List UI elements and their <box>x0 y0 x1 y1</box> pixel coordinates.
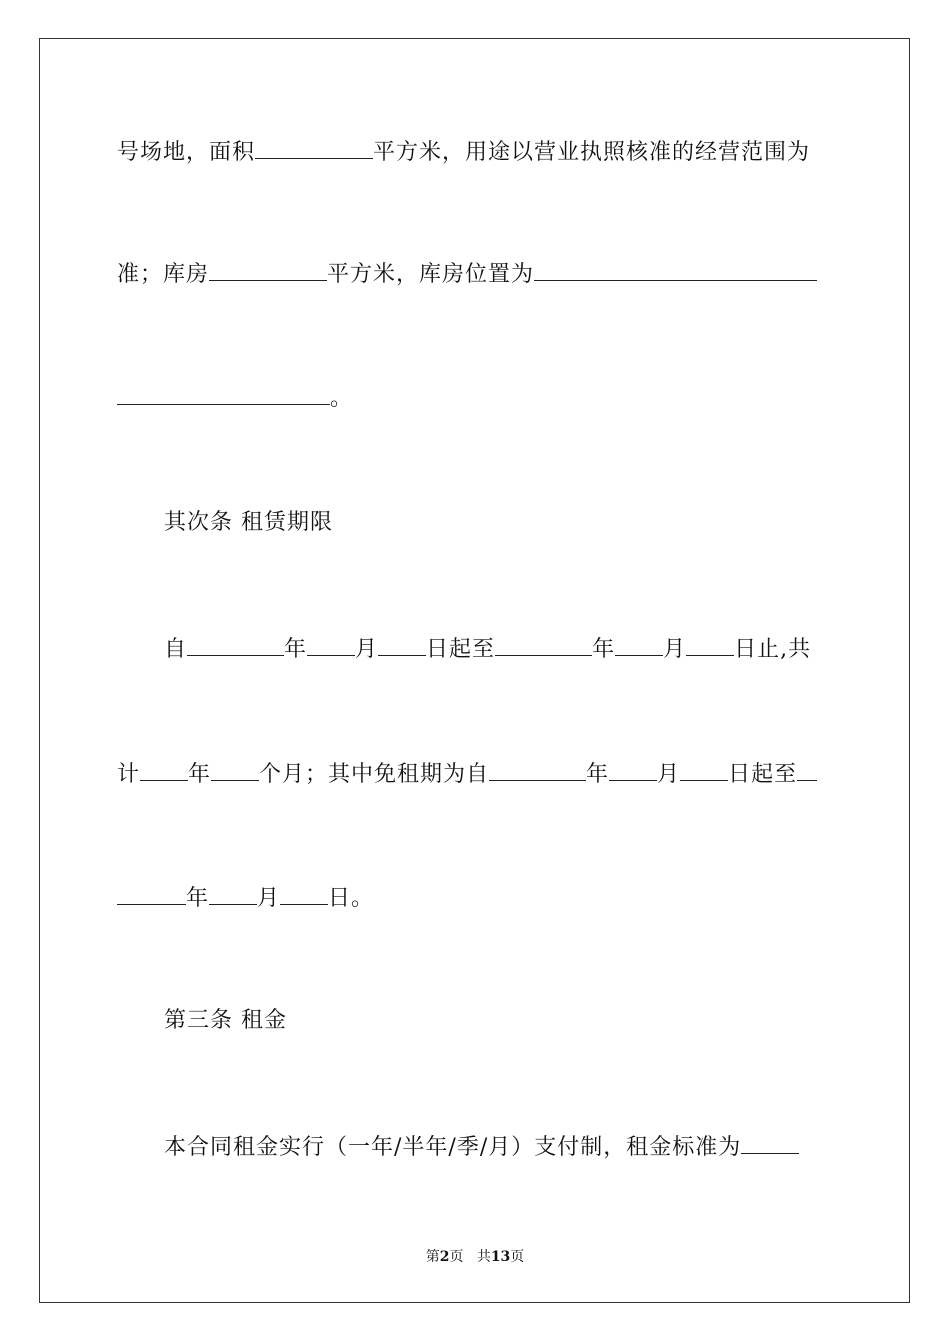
blank-field-storage-location-cont[interactable] <box>117 382 330 405</box>
text-segment: 平方米，用途以营业执照核准的经营范围为 <box>373 140 811 165</box>
contract-line-location-cont <box>117 382 834 414</box>
text-segment: 年 <box>586 762 610 787</box>
contract-line-free-period <box>117 758 834 790</box>
page-footer <box>0 1246 950 1266</box>
blank-field-storage-location[interactable] <box>534 258 817 281</box>
text-segment: 计 <box>117 762 141 787</box>
text-segment: 月 <box>657 762 681 787</box>
text-segment: 年 <box>284 637 308 662</box>
blank-field-free-end-month[interactable] <box>209 882 257 905</box>
blank-field-area[interactable] <box>255 136 373 159</box>
footer-text: 第 <box>425 1249 440 1265</box>
text-segment: 日起至 <box>426 637 496 662</box>
text-segment: 年 <box>186 886 210 911</box>
text-segment: 日止,共 <box>734 637 812 662</box>
text-segment: 月 <box>355 637 379 662</box>
blank-field-rent-amount[interactable] <box>741 1131 799 1154</box>
footer-text: 页 <box>510 1249 525 1265</box>
section-heading-lease-term: 其次条 租赁期限 <box>164 510 333 535</box>
blank-field-free-end-year-cont[interactable] <box>117 882 186 905</box>
blank-field-storage-area[interactable] <box>209 258 327 281</box>
page-number-current: 2 <box>439 1249 450 1265</box>
page-number-total: 13 <box>490 1249 511 1265</box>
footer-text: 共 <box>476 1249 491 1265</box>
blank-field-total-months[interactable] <box>211 758 259 781</box>
text-segment: 自 <box>164 637 188 662</box>
contract-line-storage <box>117 258 834 290</box>
blank-field-start-day[interactable] <box>378 633 426 656</box>
text-segment: 平方米，库房位置为 <box>327 262 535 287</box>
contract-line-area <box>117 136 834 168</box>
blank-field-end-day[interactable] <box>686 633 734 656</box>
blank-field-free-start-day[interactable] <box>680 758 728 781</box>
blank-field-total-years[interactable] <box>140 758 188 781</box>
page-border <box>39 38 910 1303</box>
blank-field-end-month[interactable] <box>615 633 663 656</box>
footer-text: 页 <box>449 1249 464 1265</box>
text-segment: 号场地，面积 <box>117 140 256 165</box>
contract-line-term-dates <box>164 633 834 665</box>
blank-field-start-month[interactable] <box>307 633 355 656</box>
contract-line-rent-terms <box>164 1131 834 1163</box>
text-segment: 。 <box>330 386 354 411</box>
text-segment: 本合同租金实行（一年/半年/季/月）支付制，租金标准为 <box>164 1135 742 1160</box>
text-segment: 月 <box>663 637 687 662</box>
text-segment: 准；库房 <box>117 262 210 287</box>
blank-field-start-year[interactable] <box>187 633 284 656</box>
blank-field-end-year[interactable] <box>495 633 592 656</box>
blank-field-free-start-month[interactable] <box>609 758 657 781</box>
blank-field-free-end-day[interactable] <box>280 882 328 905</box>
text-segment: 个月；其中免租期为自 <box>259 762 490 787</box>
section-heading-rent: 第三条 租金 <box>164 1008 287 1033</box>
text-segment: 日起至 <box>728 762 798 787</box>
text-segment: 年 <box>592 637 616 662</box>
text-segment: 月 <box>257 886 281 911</box>
contract-line-free-end <box>117 882 834 914</box>
text-segment: 日。 <box>328 886 375 911</box>
text-segment: 年 <box>188 762 212 787</box>
blank-field-free-start-year[interactable] <box>489 758 586 781</box>
blank-field-free-end-year[interactable] <box>797 758 817 781</box>
